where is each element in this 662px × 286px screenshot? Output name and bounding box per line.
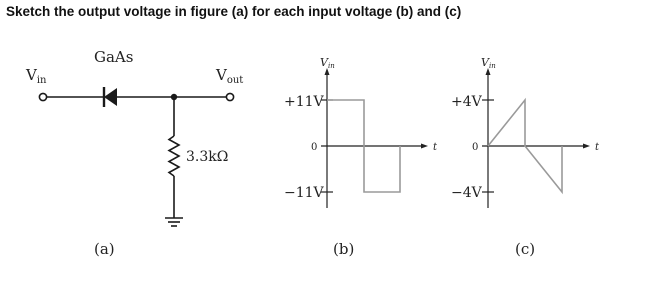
ground-icon <box>165 218 183 226</box>
graph-c <box>451 56 600 258</box>
resistor-label: 3.3kΩ <box>186 149 229 165</box>
caption-b: (b) <box>333 240 355 258</box>
input-terminal <box>39 93 46 100</box>
graph-b <box>284 56 438 258</box>
caption-a: (a) <box>94 240 115 258</box>
diode-symbol <box>104 87 117 107</box>
graph-b-zero-label: 0 <box>311 142 318 153</box>
graph-b-bottom-label: −11V <box>284 185 324 201</box>
graph-b-t-arrow-icon <box>421 144 428 149</box>
output-terminal <box>226 93 233 100</box>
diode-label: GaAs <box>94 48 134 66</box>
graph-b-y-label: Vin <box>320 56 335 70</box>
graph-c-bottom-label: −4V <box>451 185 482 201</box>
graph-c-zero-label: 0 <box>472 142 479 153</box>
graph-c-y-label: Vin <box>481 56 496 70</box>
graph-b-t-label: t <box>433 142 438 153</box>
resistor-symbol <box>169 136 179 176</box>
problem-heading: Sketch the output voltage in figure (a) for each input voltage (b) and (c) <box>6 4 462 19</box>
graph-c-top-label: +4V <box>451 94 482 110</box>
graph-c-t-arrow-icon <box>583 144 590 149</box>
vout-label: $V_{out}$ <box>216 66 244 86</box>
graph-c-t-label: t <box>595 142 600 153</box>
graph-b-top-label: +11V <box>284 94 324 110</box>
vin-label: $V_{in}$ <box>26 66 47 86</box>
caption-c: (c) <box>515 240 536 258</box>
circuit-diagram <box>25 48 243 258</box>
